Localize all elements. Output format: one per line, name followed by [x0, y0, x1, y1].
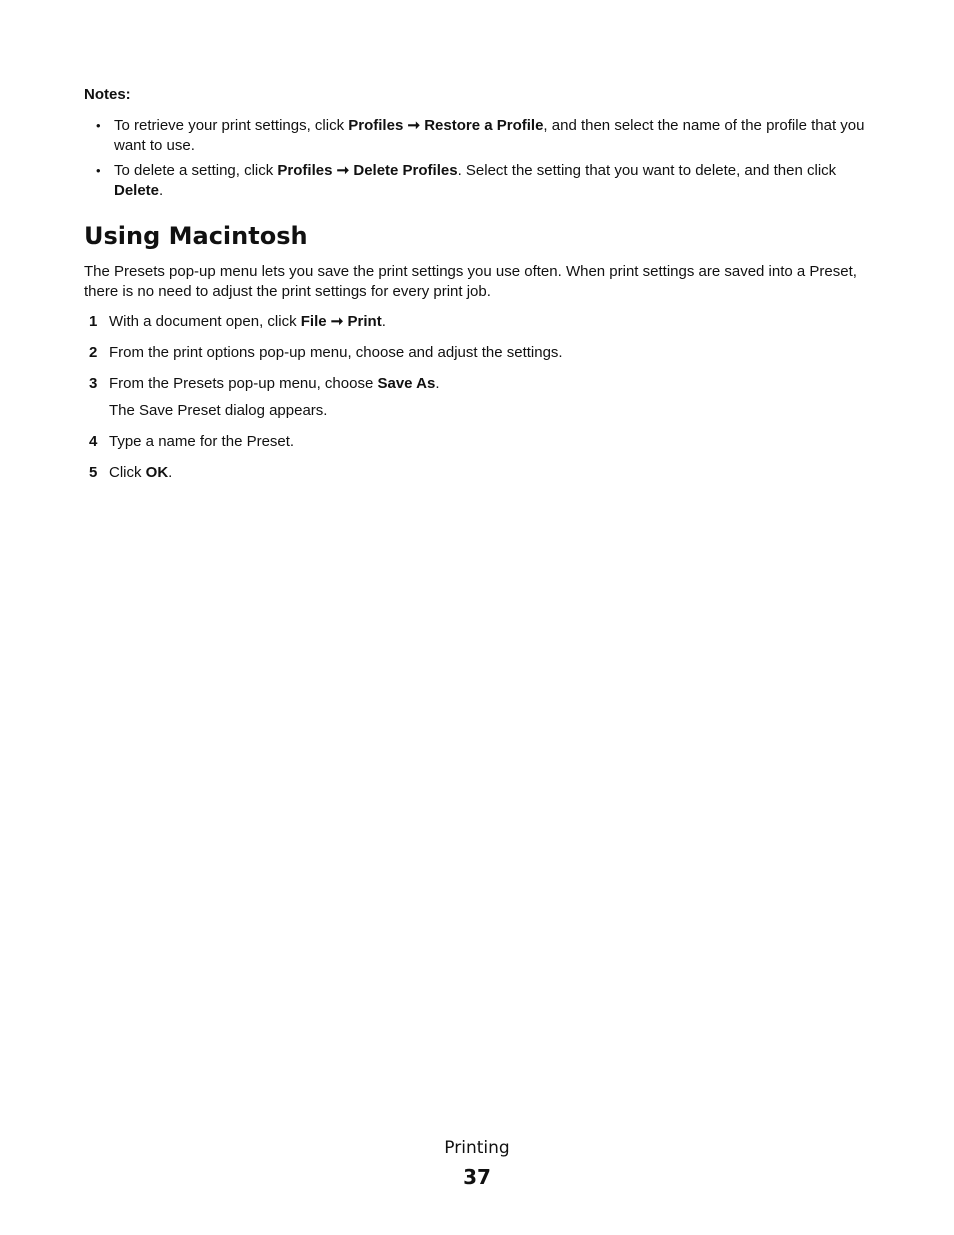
- step-text-end: .: [381, 313, 386, 330]
- menu-save-as: Save As: [377, 375, 436, 392]
- step-note: The Save Preset dialog appears.: [109, 402, 328, 419]
- step-text: From the Presets pop-up menu, choose: [109, 375, 378, 392]
- menu-profiles: Profiles: [348, 117, 404, 134]
- menu-print: Print: [347, 313, 382, 330]
- section-heading: Using Macintosh: [84, 222, 308, 250]
- note-text: To delete a setting, click: [114, 162, 278, 179]
- menu-profiles: Profiles: [277, 162, 333, 179]
- page-number: 37: [463, 1165, 491, 1189]
- menu-delete-profiles: Delete Profiles: [353, 162, 458, 179]
- step-1: [84, 312, 884, 332]
- button-ok: OK: [145, 464, 169, 481]
- arrow-icon: ➞: [332, 162, 354, 179]
- bullet-icon: •: [96, 118, 101, 133]
- step-text: Type a name for the Preset.: [109, 433, 295, 450]
- note-text: .: [159, 182, 164, 199]
- note-item-delete: [84, 161, 874, 201]
- step-4: [84, 432, 884, 452]
- step-2: [84, 343, 884, 363]
- note-item-retrieve: [84, 116, 874, 156]
- step-number: 3: [89, 375, 98, 392]
- bullet-icon: •: [96, 163, 101, 178]
- step-number: 2: [89, 344, 98, 361]
- note-text: , and then select the name of the profile that you want to use.: [114, 117, 865, 154]
- step-3: [84, 374, 884, 421]
- step-text: With a document open, click: [109, 313, 301, 330]
- footer-section-title: Printing: [444, 1138, 510, 1158]
- step-text-end: .: [168, 464, 173, 481]
- step-number: 4: [89, 433, 98, 450]
- menu-file: File: [300, 313, 327, 330]
- arrow-icon: ➞: [403, 117, 425, 134]
- note-text: To retrieve your print settings, click: [114, 117, 349, 134]
- step-text: Click: [109, 464, 146, 481]
- step-number: 1: [89, 313, 98, 330]
- section-intro: The Presets pop-up menu lets you save the print settings you use often. When print settings are saved into a Preset, there is no need to adjust the print settings for every print job.: [84, 263, 857, 300]
- step-number: 5: [89, 464, 98, 481]
- steps-list: [84, 312, 884, 494]
- step-text: From the print options pop-up menu, choose and adjust the settings.: [109, 344, 563, 361]
- step-5: [84, 463, 884, 483]
- notes-label: Notes:: [84, 86, 131, 103]
- notes-list: [84, 116, 874, 206]
- arrow-icon: ➞: [326, 313, 348, 330]
- button-delete: Delete: [114, 182, 160, 199]
- note-text: . Select the setting that you want to delete, and then click: [457, 162, 837, 179]
- menu-restore-profile: Restore a Profile: [424, 117, 544, 134]
- step-text-end: .: [435, 375, 440, 392]
